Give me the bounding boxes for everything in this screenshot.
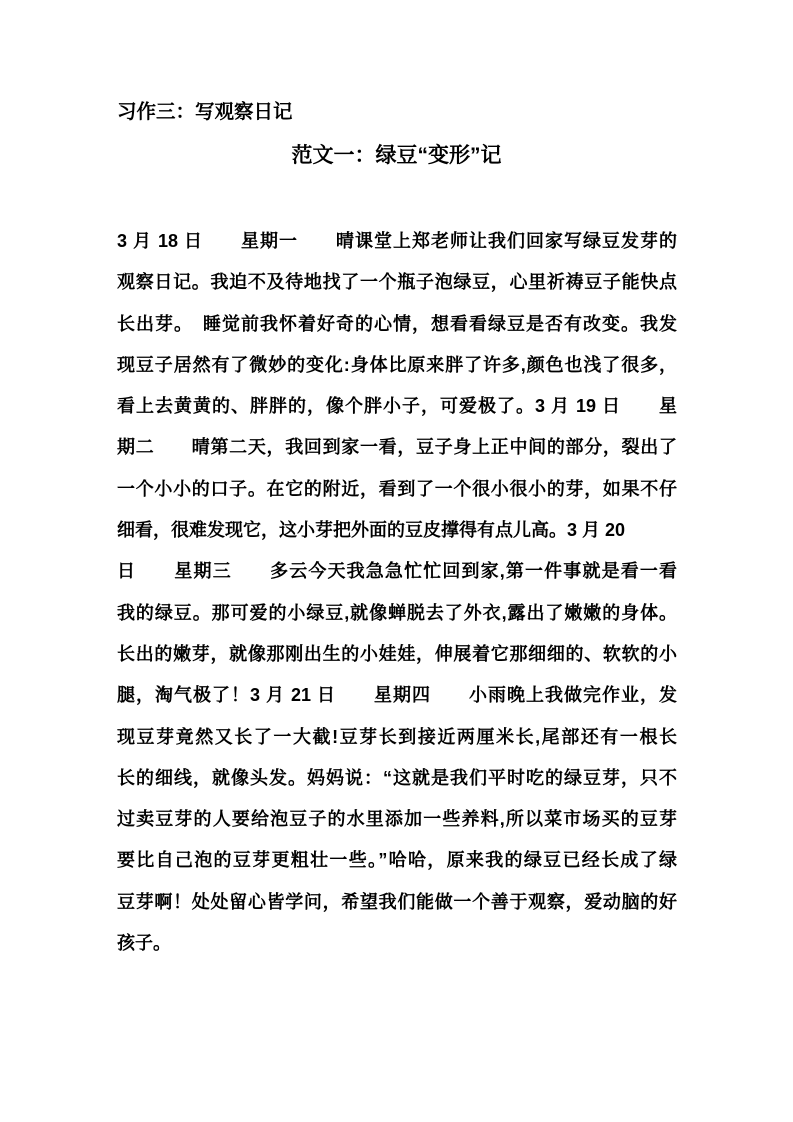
body-text-line: 要比自己泡的豆芽更粗壮一些。”哈哈，原来我的绿豆已经长成了绿 <box>117 850 677 871</box>
body-text-line: 腿，淘气极了！3 月 21 日 星期四 小雨晚上我做完作业，发 <box>117 685 677 706</box>
body-text-line: 日 星期三 多云今天我急急忙忙回到家,第一件事就是看一看 <box>117 561 677 582</box>
doc-title: 习作三：写观察日记 <box>117 101 293 123</box>
body-text-line: 现豆子居然有了微妙的变化:身体比原来胖了许多,颜色也浅了很多， <box>117 354 677 375</box>
body-text-line: 过卖豆芽的人要给泡豆子的水里添加一些养料,所以菜市场买的豆芽 <box>117 809 677 830</box>
body-text-line: 长出的嫩芽，就像那刚出生的小娃娃，伸展着它那细细的、软软的小 <box>117 643 677 664</box>
body-text-line: 期二 晴第二天，我回到家一看，豆子身上正中间的部分，裂出了 <box>117 437 677 458</box>
body-text-line: 观察日记。我迫不及待地找了一个瓶子泡绿豆，心里祈祷豆子能快点 <box>117 272 677 293</box>
doc-subtitle: 范文一：绿豆“变形”记 <box>291 144 502 167</box>
body-text-line: 一个小小的口子。在它的附近，看到了一个很小很小的芽，如果不仔 <box>117 478 677 499</box>
body-text-line: 长的细线，就像头发。妈妈说：“这就是我们平时吃的绿豆芽，只不 <box>117 767 677 788</box>
body-text-line: 长出芽。 睡觉前我怀着好奇的心情，想看看绿豆是否有改变。我发 <box>117 313 677 334</box>
doc-body <box>117 221 677 964</box>
body-text-line: 3 月 18 日 星期一 晴课堂上郑老师让我们回家写绿豆发芽的 <box>117 231 677 251</box>
body-text-line: 豆芽啊！处处留心皆学问，希望我们能做一个善于观察，爱动脑的好 <box>117 891 677 912</box>
body-text-line: 孩子。 <box>117 933 171 954</box>
body-text-line: 我的绿豆。那可爱的小绿豆,就像蝉脱去了外衣,露出了嫩嫩的身体。 <box>117 602 677 623</box>
body-text-line: 细看，很难发现它，这小芽把外面的豆皮撑得有点儿高。3 月 20 <box>117 520 626 541</box>
body-text-line: 看上去黄黄的、胖胖的，像个胖小子，可爱极了。3 月 19 日 星 <box>117 396 677 417</box>
body-text-line: 现豆芽竟然又长了一大截!豆芽长到接近两厘米长,尾部还有一根长 <box>117 726 677 747</box>
